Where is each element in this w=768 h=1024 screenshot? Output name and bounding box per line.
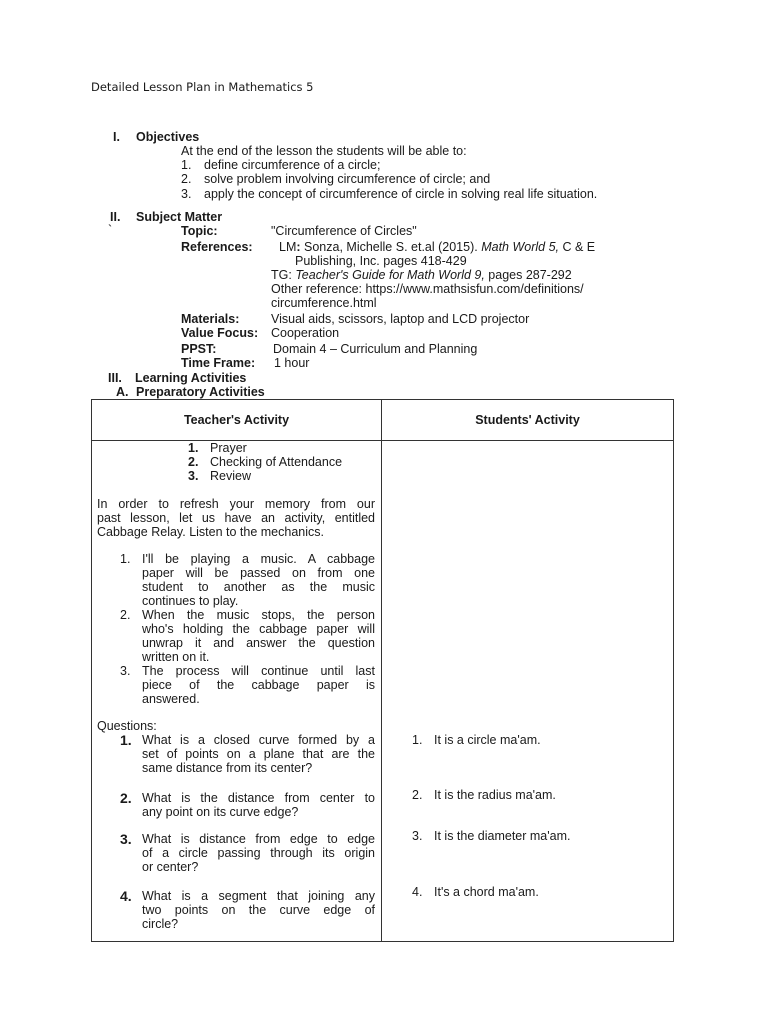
reference-tg-prefix: TG: xyxy=(271,268,296,282)
mechanic-line: written on it. xyxy=(142,650,210,664)
objectives-numeral: I. xyxy=(113,130,120,144)
question-line: circle? xyxy=(142,917,179,931)
reference-lm-tail: C & E xyxy=(559,240,596,254)
question-number: 4. xyxy=(120,888,132,904)
routine-number: 3. xyxy=(188,469,199,483)
intro-line: In order to refresh your memory from our xyxy=(97,497,375,511)
intro-line: Cabbage Relay. Listen to the mechanics. xyxy=(97,525,324,539)
answer-text: It is the diameter ma'am. xyxy=(434,829,571,843)
routine-number: 2. xyxy=(188,455,199,469)
objectives-intro: At the end of the lesson the students will be able to: xyxy=(181,144,467,158)
preparatory-letter: A. xyxy=(116,385,129,399)
answer-number: 2. xyxy=(412,788,423,802)
answer-text: It is the radius ma'am. xyxy=(434,788,556,802)
question-line: or center? xyxy=(142,860,199,874)
value-focus-label: Value Focus: xyxy=(181,326,259,340)
question-line: What is the distance from center to xyxy=(142,791,375,805)
students-activity-header: Students' Activity xyxy=(382,400,674,441)
reference-lm xyxy=(279,240,595,254)
answer-number: 3. xyxy=(412,829,423,843)
objective-item: define circumference of a circle; xyxy=(204,158,381,172)
mechanic-line: answered. xyxy=(142,692,200,706)
value-focus-value: Cooperation xyxy=(271,326,340,340)
students-activity-cell xyxy=(382,441,674,942)
mechanic-line: paper will be passed on from one xyxy=(142,566,375,580)
questions-label: Questions: xyxy=(97,719,157,733)
reference-tg xyxy=(271,268,572,282)
materials-label: Materials: xyxy=(181,312,240,326)
intro-line: past lesson, let us have an activity, entitled xyxy=(97,511,375,525)
topic-value: "Circumference of Circles" xyxy=(271,224,417,238)
routine-item: Prayer xyxy=(210,441,247,455)
subject-matter-heading: Subject Matter xyxy=(136,210,223,224)
mechanic-line: piece of the cabbage paper is xyxy=(142,678,375,692)
subject-matter-numeral: II. xyxy=(110,210,121,224)
question-line: same distance from its center? xyxy=(142,761,313,775)
table-header-row xyxy=(92,400,674,441)
ppst-value: Domain 4 – Curriculum and Planning xyxy=(273,342,478,356)
objectives-heading: Objectives xyxy=(136,130,200,144)
reference-tg-tail: pages 287-292 xyxy=(484,268,572,282)
materials-value: Visual aids, scissors, laptop and LCD projector xyxy=(271,312,530,326)
time-frame-value: 1 hour xyxy=(274,356,310,370)
mechanic-line: student to another as the music xyxy=(142,580,375,594)
objective-item: solve problem involving circumference of circle; and xyxy=(204,172,491,186)
time-frame-label: Time Frame: xyxy=(181,356,256,370)
question-line: What is distance from edge to edge xyxy=(142,832,375,846)
teacher-activity-header: Teacher's Activity xyxy=(92,400,382,441)
answer-number: 1. xyxy=(412,733,423,747)
mechanic-line: unwrap it and answer the question xyxy=(142,636,375,650)
reference-lm-text: Sonza, Michelle S. et.al (2015). xyxy=(300,240,482,254)
reference-lm-prefix: LM xyxy=(279,240,297,254)
question-number: 1. xyxy=(120,732,132,748)
reference-lm-line2: Publishing, Inc. pages 418-429 xyxy=(295,254,467,268)
question-line: What is a closed curve formed by a xyxy=(142,733,375,747)
question-number: 2. xyxy=(120,790,132,806)
question-number: 3. xyxy=(120,831,132,847)
mechanic-line: who's holding the cabbage paper will xyxy=(142,622,375,636)
question-line: What is a segment that joining any xyxy=(142,889,375,903)
reference-lm-book: Math World 5, xyxy=(481,240,560,254)
routine-number: 1. xyxy=(188,441,199,455)
routine-item: Checking of Attendance xyxy=(210,455,343,469)
mechanic-line: continues to play. xyxy=(142,594,239,608)
activity-table xyxy=(91,399,674,942)
mechanic-number: 2. xyxy=(120,608,131,622)
question-line: two points on the curve edge of xyxy=(142,903,375,917)
preparatory-heading: Preparatory Activities xyxy=(136,385,265,399)
answer-number: 4. xyxy=(412,885,423,899)
answer-text: It's a chord ma'am. xyxy=(434,885,539,899)
reference-other-line2: circumference.html xyxy=(271,296,377,310)
objective-number: 3. xyxy=(181,187,192,201)
question-line: set of points on a plane that are the xyxy=(142,747,375,761)
learning-numeral: III. xyxy=(108,371,122,385)
reference-other-line1: Other reference: https://www.mathsisfun.com/definitions/ xyxy=(271,282,584,296)
ppst-label: PPST: xyxy=(181,342,217,356)
references-label: References: xyxy=(181,240,253,254)
mechanic-line: The process will continue until last xyxy=(142,664,375,678)
objective-number: 1. xyxy=(181,158,192,172)
question-line: any point on its curve edge? xyxy=(142,805,299,819)
mechanic-line: When the music stops, the person xyxy=(142,608,375,622)
mechanic-line: I'll be playing a music. A cabbage xyxy=(142,552,375,566)
reference-lm-colon: : xyxy=(296,240,301,254)
mechanic-number: 3. xyxy=(120,664,131,678)
teacher-activity-cell xyxy=(92,441,382,942)
learning-heading: Learning Activities xyxy=(135,371,247,385)
objective-item: apply the concept of circumference of circle in solving real life situation. xyxy=(204,187,598,201)
question-line: of a circle passing through its origin xyxy=(142,846,375,860)
table-row xyxy=(92,441,674,942)
reference-tg-book: Teacher's Guide for Math World 9, xyxy=(295,268,485,282)
topic-label: Topic: xyxy=(181,224,218,238)
objective-number: 2. xyxy=(181,172,192,186)
document-title: Detailed Lesson Plan in Mathematics 5 xyxy=(91,80,314,94)
routine-item: Review xyxy=(210,469,251,483)
mechanic-number: 1. xyxy=(120,552,131,566)
answer-text: It is a circle ma'am. xyxy=(434,733,541,747)
backtick-mark: ` xyxy=(108,223,113,237)
